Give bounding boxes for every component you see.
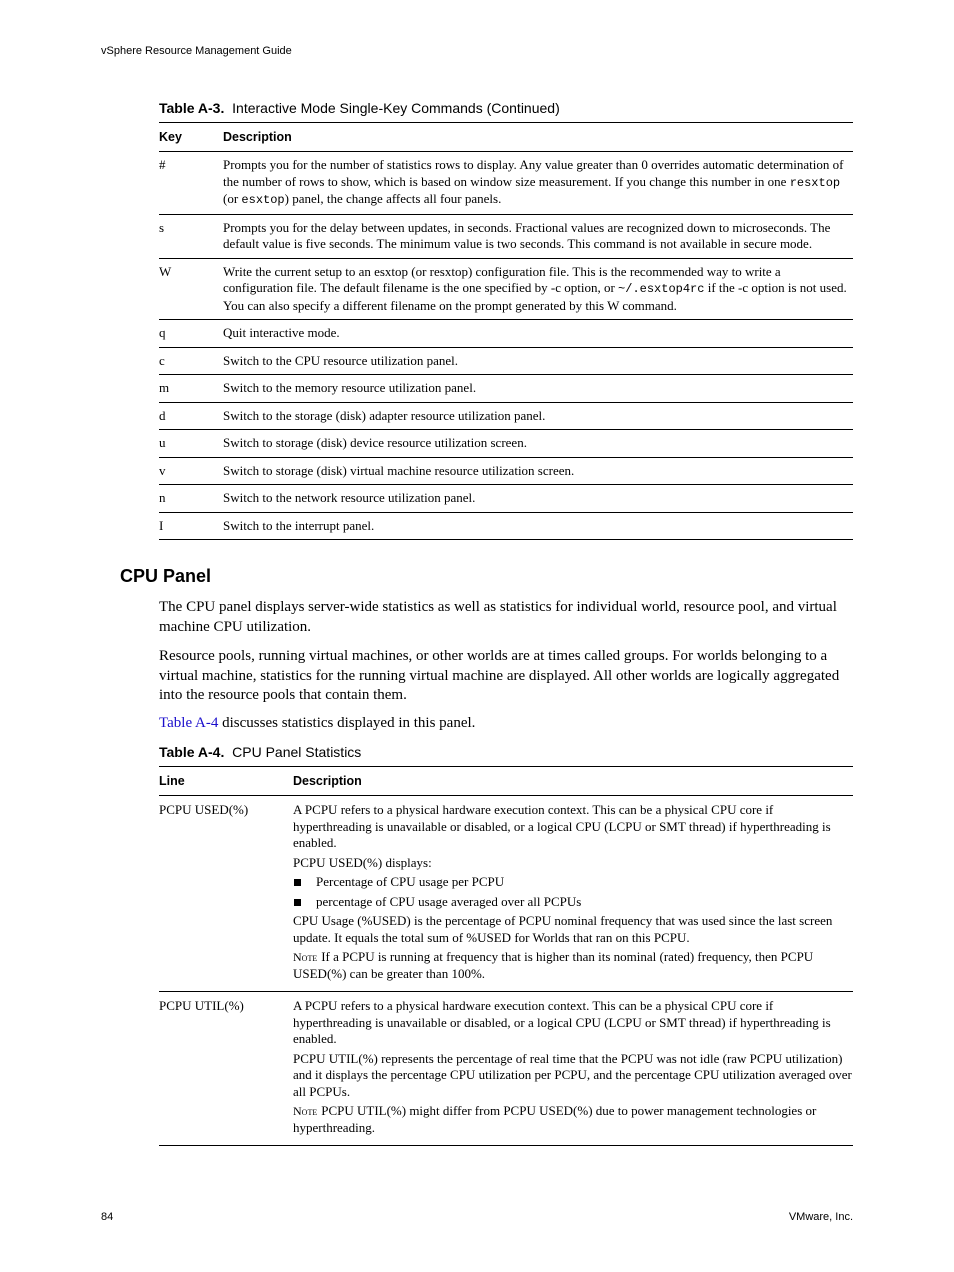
list-item: Percentage of CPU usage per PCPU — [293, 874, 853, 891]
key-cell: d — [159, 402, 223, 430]
description-cell: Switch to storage (disk) virtual machine resource utilization screen. — [223, 457, 853, 485]
key-cell: v — [159, 457, 223, 485]
key-cell: u — [159, 430, 223, 458]
note: Note PCPU UTIL(%) might differ from PCPU USED(%) due to power management technologies or hyperthreading. — [293, 1103, 817, 1135]
running-header: vSphere Resource Management Guide — [101, 45, 292, 57]
description-cell: A PCPU refers to a physical hardware execution context. This can be a physical CPU core if hyperthreading is unavailable or disabled, or a logical CPU (LCPU or SMT thread) if hyperthreading is enabled. PCPU UTIL(%) represents the percentage of real time that the PCPU was not idle (raw PCPU utilization) and it displays the percentage CPU utilization per PCPU, and the percentage CPU utilization averaged over all PCPUs. Note PCPU UTIL(%) might differ from PCPU USED(%) due to power management technologies or hyperthreading. — [293, 992, 853, 1146]
page-number: 84 — [101, 1211, 114, 1223]
description-cell: Switch to the CPU resource utilization panel. — [223, 347, 853, 375]
body-paragraph: Table A-4 discusses statistics displayed in this panel. — [159, 715, 476, 731]
table-a4-label: Table A-4. — [159, 744, 225, 760]
body-paragraph: The CPU panel displays server-wide statistics as well as statistics for individual world, resource pool, and virtual machine CPU utilization. — [159, 599, 837, 635]
description-cell: A PCPU refers to a physical hardware execution context. This can be a physical CPU core if hyperthreading is unavailable or disabled, or a logical CPU (LCPU or SMT thread) if hyperthreading is enabled. PCPU USED(%) displays: Percentage of CPU usage per PCPU percentage of CPU usage averaged over all PCPUs CPU Usage (%USED) is the percentage of PCPU nominal frequency that was used since the last screen update. It equals the total sum of %USED for Worlds that ran on this PCPU. Note If a PCPU is running at frequency that is higher than its nominal (rated) frequency, then PCPU USED(%) can be greater than 100%. — [293, 796, 853, 992]
table-a4 — [159, 766, 853, 1146]
footer-company: VMware, Inc. — [788, 1211, 853, 1223]
description-cell: Switch to the interrupt panel. — [223, 512, 853, 540]
key-cell: m — [159, 375, 223, 403]
note: Note If a PCPU is running at frequency that is higher than its nominal (rated) frequency, then PCPU USED(%) can be greater than 100%. — [293, 949, 814, 981]
table-row — [159, 347, 853, 375]
col-header-description: Description — [223, 123, 853, 152]
table-row — [159, 258, 853, 320]
key-cell: q — [159, 320, 223, 348]
table-a3-label: Table A-3. — [159, 100, 225, 116]
table-a3-caption — [159, 100, 560, 116]
description-cell: Prompts you for the delay between updates, in seconds. Fractional values are recognized down to microseconds. The default value is five seconds. The minimum value is two seconds. This command is not available in secure mode. — [223, 214, 853, 258]
key-cell: s — [159, 214, 223, 258]
table-a4-link[interactable]: Table A-4 — [159, 715, 219, 731]
description-cell: Prompts you for the number of statistics rows to display. Any value greater than 0 overrides automatic determination of the number of rows to show, which is based on window size measurement. If you change this number in one resxtop (or esxtop) panel, the change affects all four panels. — [223, 152, 853, 215]
description-cell: Switch to the memory resource utilization panel. — [223, 375, 853, 403]
col-header-key: Key — [159, 123, 223, 152]
key-cell: # — [159, 152, 223, 215]
key-cell: W — [159, 258, 223, 320]
col-header-line: Line — [159, 767, 293, 796]
table-a3-title: Interactive Mode Single-Key Commands (Continued) — [232, 100, 560, 116]
description-cell: Quit interactive mode. — [223, 320, 853, 348]
table-row — [159, 402, 853, 430]
table-row — [159, 375, 853, 403]
line-cell: PCPU USED(%) — [159, 796, 293, 992]
key-cell: I — [159, 512, 223, 540]
key-cell: c — [159, 347, 223, 375]
key-cell: n — [159, 485, 223, 513]
table-row — [159, 320, 853, 348]
table-row — [159, 457, 853, 485]
square-bullet-icon — [294, 879, 301, 886]
line-cell: PCPU UTIL(%) — [159, 992, 293, 1146]
body-paragraph: Resource pools, running virtual machines, or other worlds are at times called groups. For worlds belonging to a virtual machine, statistics for the running virtual machine are displayed. All other worlds are logically aggregated into the resource pools that contain them. — [159, 648, 840, 703]
table-row — [159, 152, 853, 215]
table-row — [159, 512, 853, 540]
table-row — [159, 485, 853, 513]
description-cell: Switch to storage (disk) device resource utilization screen. — [223, 430, 853, 458]
table-row — [159, 430, 853, 458]
square-bullet-icon — [294, 899, 301, 906]
table-row — [159, 992, 853, 1146]
description-cell: Switch to the storage (disk) adapter resource utilization panel. — [223, 402, 853, 430]
note-label: Note — [293, 1104, 318, 1118]
bullet-list — [293, 874, 853, 910]
section-heading: CPU Panel — [120, 566, 212, 586]
table-a4-title: CPU Panel Statistics — [232, 744, 362, 760]
col-header-description: Description — [293, 767, 853, 796]
description-cell: Switch to the network resource utilization panel. — [223, 485, 853, 513]
table-row — [159, 214, 853, 258]
table-a4-caption — [159, 744, 361, 760]
description-cell: Write the current setup to an esxtop (or resxtop) configuration file. This is the recommended way to write a configuration file. The default filename is the one specified by -c option, or ~/.esxtop4rc if the -c option is not used. You can also specify a different filename on the prompt generated by this W command. — [223, 258, 853, 320]
list-item: percentage of CPU usage averaged over all PCPUs — [293, 894, 853, 911]
table-a3 — [159, 122, 853, 540]
table-row — [159, 796, 853, 992]
note-label: Note — [293, 950, 318, 964]
